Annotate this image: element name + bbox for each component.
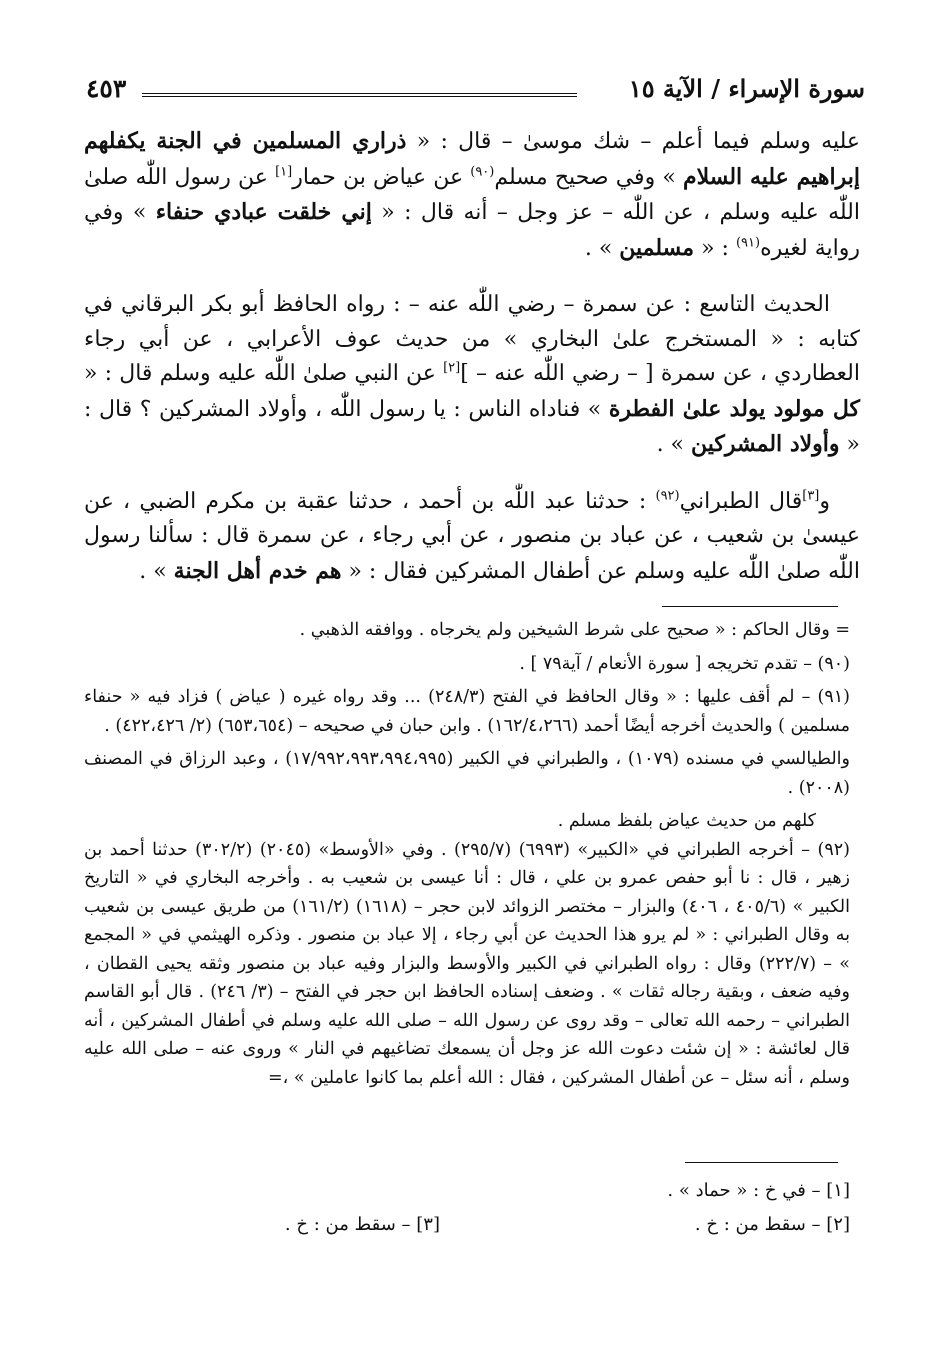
variant-3: [٣] – سقط من : خ . <box>284 1214 440 1235</box>
text-run: » . <box>656 432 692 457</box>
text-run: » وفي صحيح مسلم <box>494 164 683 190</box>
page-number: ٤٥٣ <box>86 74 127 103</box>
text-run: عن النبي صلىٰ اللّٰه عليه وسلم قال : « <box>84 361 444 386</box>
hadith-quote: ذراري المسلمين في الجنة يكفلهم إبراهيم عليه السلام <box>84 128 860 190</box>
footnotes <box>84 616 850 1092</box>
footnote-ref[interactable]: (٩٢) <box>655 488 680 504</box>
footnote-91-cont: والطيالسي في مسنده (١٠٧٩) ، والطبراني في الكبير (١٧/٩٩٢،٩٩٣،٩٩٤،٩٩٥) ، وعبد الرزاق في المصنف (٢٠٠٨) . <box>84 749 850 798</box>
footnote-continuation: = وقال الحاكم : « صحيح على شرط الشيخين ولم يخرجاه . ووافقه الذهبي . <box>299 620 850 640</box>
text-run: عن عياض بن حمار <box>292 164 471 190</box>
text-run: الحديث التاسع : عن سمرة – رضي اللّٰه عنه – : رواه الحافظ أبو بكر البرقاني في كتابه : « المستخرج علىٰ البخاري » من حديث عوف الأعرابي ، عن أبي رجاء العطاردي ، عن سمرة [ – رضي اللّٰه عنه – ] <box>84 292 860 386</box>
footnote-ref[interactable]: (٩١) <box>735 235 761 251</box>
text-run: » . <box>584 235 620 261</box>
header-rule <box>142 93 577 97</box>
hadith-quote: كل مولود يولد علىٰ الفطرة <box>608 395 860 422</box>
footnote-ref[interactable]: (٩٠) <box>470 164 495 180</box>
footnote-91: (٩١) – لم أقف عليها : « وقال الحافظ في الفتح (٢٤٨/٣) ... وقد رواه غيره ( عياض ) فزاد فيه « حنفاء مسلمين ) والحديث أخرجه أيضًا أحمد (١٦٢/٤،٢٦٦) . وابن حبان في صحيحه – (٦٥٣،٦٥٤) (٢/ ٤٢٢،٤٢٦) . <box>84 687 850 736</box>
text-run: » . <box>139 558 174 584</box>
surah-title: سورة الإسراء / الآية ١٥ <box>628 74 865 103</box>
variant-2: [٢] – سقط من : خ . <box>694 1214 850 1235</box>
running-header <box>80 60 865 110</box>
footnote-91-note: كلهم من حديث عياض بلفظ مسلم . <box>557 811 816 831</box>
variant-1: [١] – في خ : « حماد » . <box>667 1180 850 1201</box>
variant-ref[interactable]: [٢] <box>443 360 461 376</box>
main-text <box>84 124 860 589</box>
footnote-92: (٩٢) – أخرجه الطبراني في «الكبير» (٦٩٩٣) (٢٩٥/٧) . وفي «الأوسط» (٢٠٤٥) (٣٠٢/٢) حدثنا أحمد بن زهير ، قال : نا أبو حفص عمرو بن علي ، قال : أنا عيسى بن شعيب به . وأخرجه البخاري في « التاريخ الكبير » (٤٠٥/٦ ، ٤٠٦) والبزار – مختصر الزوائد لابن حجر – (١٦١٨) (١٦١/٢) من طريق عيسى بن شعيب به وقال الطبراني : « لم يرو هذا الحديث عن أبي رجاء ، إلا عباد بن منصور . وذكره الهيثمي في « المجمع » – (٢٢٢/٧) وقال : رواه الطبراني في الكبير والأوسط والبزار وفيه عباد بن منصور وثقه يحيى القطان ، وفيه ضعف ، وبقية رجاله ثقات » . وضعف إسناده الحافظ ابن حجر في الفتح – (٣/ ٢٤٦) . قال أبو القاسم الطبراني – رحمه الله تعالى – وقد روى عن رسول الله – صلى الله عليه وسلم في أطفال المشركين ، أنه قال لعائشة : « إن شئت دعوت الله عز وجل أن يسمعك تضاغيهم في النار » وروى عنه – صلى الله عليه وسلم ، أنه سئل – عن أطفال المشركين ، فقال : الله أعلم بما كانوا عاملين » ،= <box>84 839 851 1088</box>
text-run: عليه وسلم فيما أعلم – شك موسىٰ – قال : « <box>406 129 860 154</box>
variant-ref[interactable]: [٣] <box>802 488 820 504</box>
text-run: » وفي رواية لغيره <box>84 200 860 261</box>
variant-separator <box>685 1162 838 1163</box>
variant-row-1 <box>84 1176 850 1210</box>
hadith-quote: وأولاد المشركين <box>691 431 840 457</box>
variant-ref[interactable]: [١] <box>275 164 293 180</box>
text-run: عن رسول اللّٰه صلىٰ اللّٰه عليه وسلم ، عن اللّٰه – عز وجل – أنه قال : « <box>84 164 860 225</box>
footnote-separator <box>662 606 838 607</box>
manuscript-variants <box>84 1176 850 1244</box>
text-run: قال الطبراني <box>679 488 803 514</box>
text-run: » فناداه الناس : يا رسول اللّٰه ، وأولاد المشركين ؟ قال : « <box>84 396 860 457</box>
footnote-90: (٩٠) – تقدم تخريجه [ سورة الأنعام / آية٧٩ ] . <box>519 653 850 674</box>
paragraph-2 <box>84 288 860 463</box>
hadith-quote: إني خلقت عبادي حنفاء <box>155 199 372 225</box>
text-run: : « <box>694 235 736 261</box>
paragraph-3 <box>84 485 860 590</box>
hadith-quote: هم خدم أهل الجنة <box>173 557 342 584</box>
paragraph-1 <box>84 124 860 266</box>
variant-row-2 <box>84 1210 850 1244</box>
text-run: و <box>819 488 830 514</box>
text-run: : حدثنا عبد اللّٰه بن أحمد ، حدثنا عقبة بن مكرم الضبي ، عن عيسىٰ بن شعيب ، عن عباد بن منصور ، عن أبي رجاء ، عن سمرة قال : سألنا رسول اللّٰه صلىٰ اللّٰه عليه وسلم عن أطفال المشركين فقال : « <box>84 488 860 584</box>
hadith-quote: مسلمين <box>619 234 695 261</box>
